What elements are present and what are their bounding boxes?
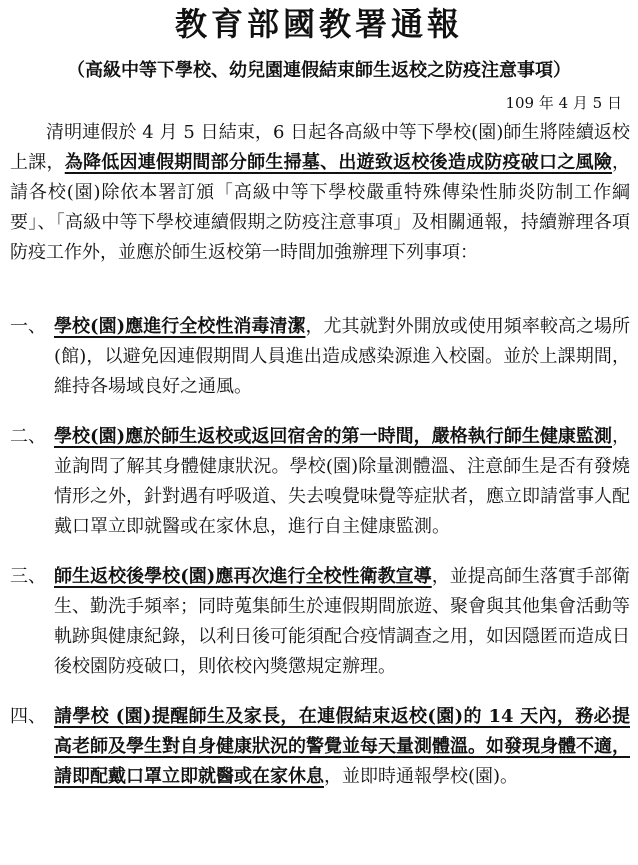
- item-rest: ，並即時通報學校(園)。: [324, 766, 519, 787]
- item-text: [54, 312, 630, 402]
- notice-date: 109 年 4 月 5 日: [505, 94, 622, 112]
- item-list: [10, 312, 630, 812]
- list-item: [10, 422, 630, 542]
- item-number: 四、: [10, 706, 46, 727]
- intro-text-2: ，請各校(園)除依本署訂頒「高級中等下學校嚴重特殊傳染性肺炎防制工作綱要」、「高級中等下學校連續假期之防疫注意事項」及相關通報，持續辦理各項防疫工作外，並應於師生返校第一時間加強辦理下列事項：: [10, 152, 631, 263]
- item-rest: ，並提高師生落實手部衛生、勤洗手頻率；同時蒐集師生於連假期間旅遊、聚會與其他集會活動等軌跡與健康紀錄，以利日後可能須配合疫情調查之用，如因隱匿而造成日後校園防疫破口，則依校內獎懲規定辦理。: [54, 566, 631, 677]
- notice-title: 教育部國教署通報: [174, 5, 463, 43]
- intro-highlight: 為降低因連假期間部分師生掃墓、出遊致返校後造成防疫破口之風險: [64, 152, 613, 173]
- item-number: 三、: [10, 566, 46, 587]
- intro-paragraph: [10, 118, 630, 268]
- list-item: [10, 702, 630, 792]
- list-item: [10, 562, 630, 682]
- item-highlight: 如發現身體不適，: [486, 736, 630, 757]
- item-text: [54, 702, 630, 792]
- list-item: [10, 312, 630, 402]
- item-rest: ，尤其就對外開放或使用頻率較高之場所(館)，以避免因連假期間人員進出造成感染源進入校園。並於上課期間，維持各場域良好之通風。: [54, 316, 630, 397]
- item-number: 二、: [10, 426, 46, 447]
- item-text: [54, 422, 630, 542]
- notice-subtitle: （高級中等下學校、幼兒園連假結束師生返校之防疫注意事項）: [67, 60, 571, 81]
- item-number: 一、: [10, 316, 46, 337]
- item-highlight: 師生返校後學校(園)應再次進行全校性衛教宣導: [54, 566, 432, 587]
- item-highlight: 請學校 (園)提醒師生及家長，在連假結束返校(園)的 14 天內，務必提高老師及學生對自身健康狀況的警覺並每天量測體溫。: [54, 706, 630, 757]
- item-highlight: 學校(園)應進行全校性消毒清潔: [54, 316, 306, 337]
- item-rest: ，並詢問了解其身體健康狀況。學校(園)除量測體溫、注意師生是否有發燒情形之外，針對遇有呼吸道、失去嗅覺味覺等症狀者，應立即請當事人配戴口罩立即就醫或在家休息，進行自主健康監測。: [54, 426, 630, 537]
- item-text: [54, 562, 630, 682]
- item-highlight: 學校(園)應於師生返校或返回宿舍的第一時間，嚴格執行師生健康監測: [54, 426, 612, 447]
- item-highlight: 請即配戴口罩立即就醫或在家休息: [54, 766, 324, 787]
- intro-text-1: 清明連假於 4 月 5 日結束，6 日起各高級中等下學校(園)師生將陸續返校上課，: [10, 122, 630, 173]
